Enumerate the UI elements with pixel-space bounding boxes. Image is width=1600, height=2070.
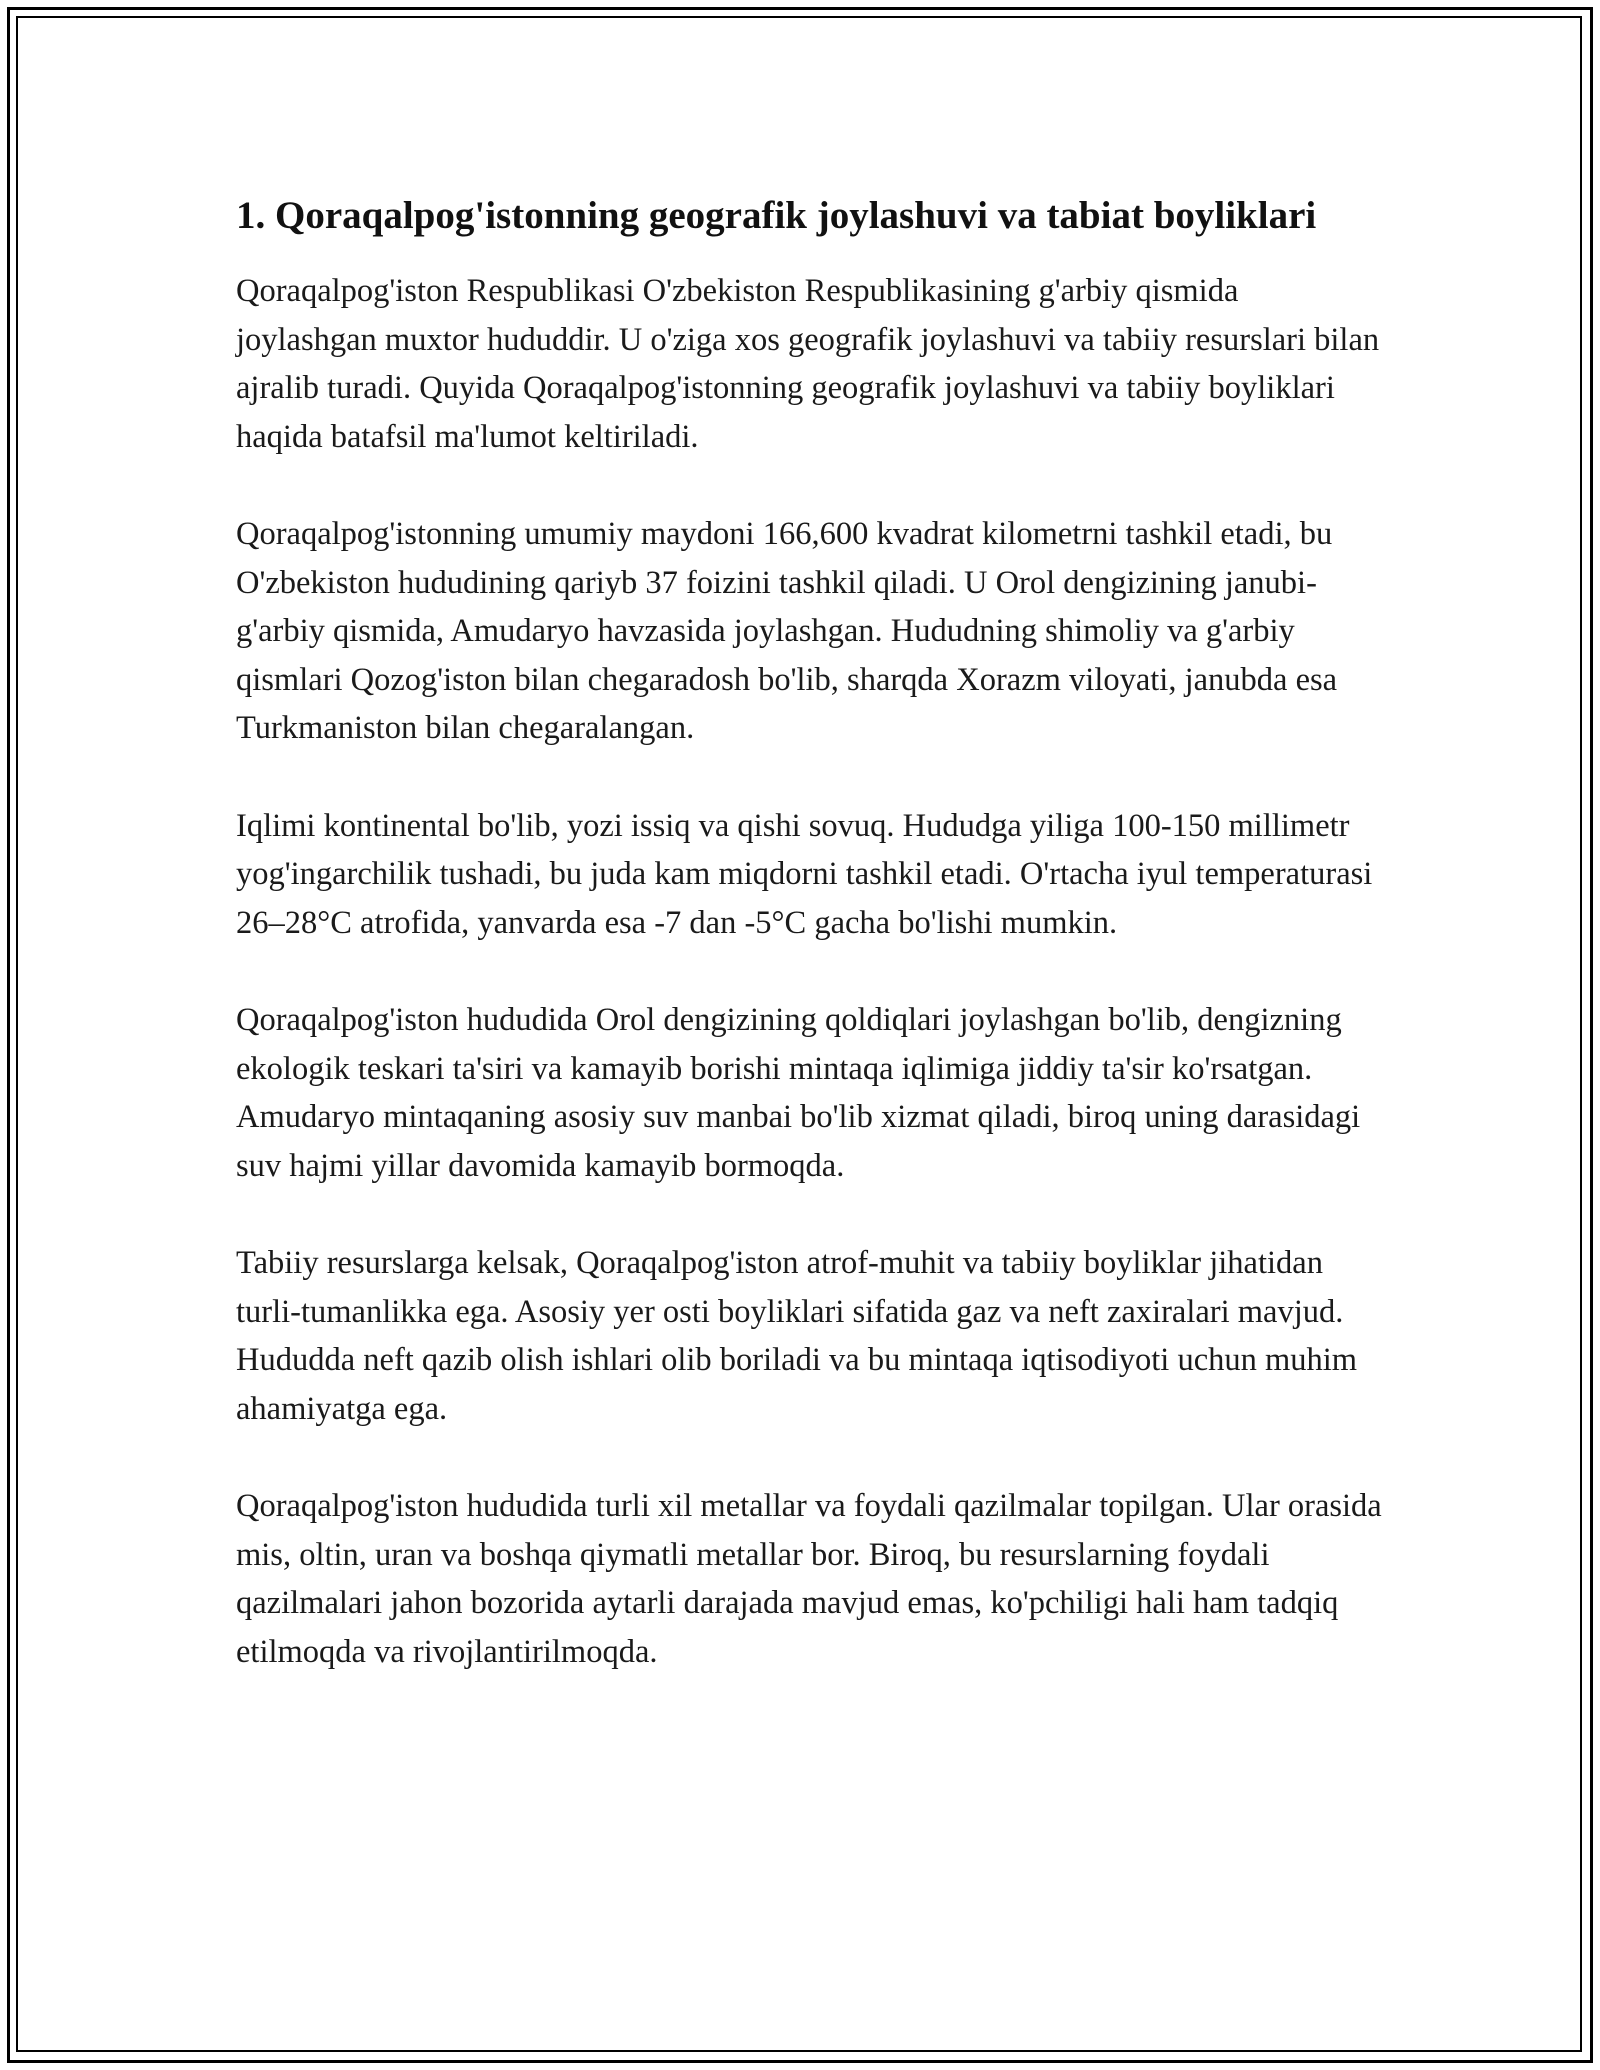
section-title: 1. Qoraqalpog'istonning geografik joylashuvi va tabiat boyliklari [236,194,1317,237]
paragraph-aral-sea: Qoraqalpog'iston hududida Orol dengizining qoldiqlari joylashgan bo'lib, dengizning ekologik teskari ta'siri va kamayib borishi mintaqa iqlimiga jiddiy ta'sir ko'rsatgan. Amudaryo mintaqaning asosiy suv manbai bo'lib xizmat qiladi, biroq uning darasidagi suv hajmi yillar davomida kamayib bormoqda. [236,1002,1361,1184]
paragraph-minerals: Qoraqalpog'iston hududida turli xil metallar va foydali qazilmalar topilgan. Ular orasida mis, oltin, uran va boshqa qiymatli metallar bor. Biroq, bu resurslarning foydali qazilmalari jahon bozorida aytarli darajada mavjud emas, ko'pchiligi hali ham tadqiq etilmoqda va rivojlantirilmoqda. [236,1488,1382,1670]
paragraph-intro: Qoraqalpog'iston Respublikasi O'zbekiston Respublikasining g'arbiy qismida joylashgan muxtor hududdir. U o'ziga xos geografik joylashuvi va tabiiy resurslari bilan ajralib turadi. Quyida Qoraqalpog'istonning geografik joylashuvi va tabiiy boyliklari haqida batafsil ma'lumot keltiriladi. [236,273,1380,455]
paragraph-area-borders: Qoraqalpog'istonning umumiy maydoni 166,600 kvadrat kilometrni tashkil etadi, bu O'zbekiston hududining qariyb 37 foizini tashkil qiladi. U Orol dengizining janubi-g'arbiy qismida, Amudaryo havzasida joylashgan. Hududning shimoliy va g'arbiy qismlari Qozog'iston bilan chegaradosh bo'lib, sharqda Xorazm viloyati, janubda esa Turkmaniston bilan chegaralangan. [236,516,1338,746]
document-body [236,188,1386,1725]
paragraph-natural-resources: Tabiiy resurslarga kelsak, Qoraqalpog'iston atrof-muhit va tabiiy boyliklar jihatidan turli-tumanlikka ega. Asosiy yer osti boyliklari sifatida gaz va neft zaxiralari mavjud. Hududda neft qazib olish ishlari olib boriladi va bu mintaqa iqtisodiyoti uchun muhim ahamiyatga ega. [236,1245,1358,1427]
paragraph-climate: Iqlimi kontinental bo'lib, yozi issiq va qishi sovuq. Hududga yiliga 100-150 millimetr yog'ingarchilik tushadi, bu juda kam miqdorni tashkil etadi. O'rtacha iyul temperaturasi 26–28°C atrofida, yanvarda esa -7 dan -5°C gacha bo'lishi mumkin. [236,807,1373,941]
